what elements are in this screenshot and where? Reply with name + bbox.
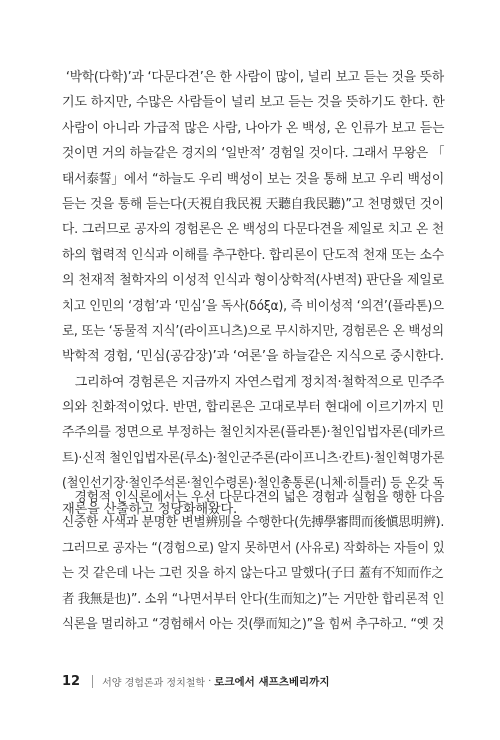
footer-dot: · (208, 676, 212, 687)
page-number: 12 (62, 674, 81, 689)
body-paragraph-bottom (62, 485, 444, 637)
text-line: 치고 인민의 ‘경험’과 ‘민심’을 독사(δόξα), 즉 비이성적 ‘의견’(플라톤)으 (62, 298, 444, 314)
text-line: 식론을 멀리하고 “경험해서 아는 것(學而知之)”을 힘써 추구하고. “옛 것 (62, 616, 445, 632)
text-line: 하의 협력적 인식과 이해를 추구한다. 합리론이 단도적 천재 또는 소수 (62, 247, 445, 263)
text-line: (철인선기장·철인주석론·철인수령론)·철인총통론(니체·히틀러) 등 온갖 독 (62, 476, 445, 492)
text-line: 다. 그러므로 공자의 경험론은 온 백성의 다문다견을 제일로 치고 온 천 (62, 222, 444, 238)
text-line: 는 것 같은데 나는 그런 짓을 하지 않는다고 말했다(子曰 蓋有不知而作之 (62, 566, 444, 582)
body-paragraphs-top (62, 65, 444, 522)
text-line: 신중한 사색과 분명한 변별辨別을 수행한다(先搏學審問而後愼思明辨). (62, 515, 445, 531)
text-line: 기도 하지만, 수많은 사람들이 널리 보고 듣는 것을 뜻하기도 한다. 한 (62, 95, 445, 111)
text-line: 그러므로 공자는 “(경험으로) 알지 못하면서 (사유로) 작화하는 자들이 있 (62, 540, 445, 556)
text-line: 로, 또는 ‘동물적 지식’(라이프니츠)으로 무시하지만, 경험론은 온 백성의 (62, 323, 444, 339)
text-line: 의 천재적 철학자의 이성적 인식과 형이상학적(사변적) 판단을 제일로 (62, 273, 444, 289)
text-line: 트)·신적 철인입법자론(루소)·철인군주론(라이프니츠·칸트)·철인혁명가론 (62, 450, 445, 466)
text-line: 의와 친화적이었다. 반면, 합리론은 고대로부터 현대에 이르기까지 민 (62, 400, 444, 416)
text-line: 것이면 거의 하늘같은 경지의 ‘일반적’ 경험일 것이다. 그래서 무왕은 「 (62, 146, 445, 162)
text-line: 者 我無是也)”. 소위 “나면서부터 안다(生而知之)”는 거만한 합리론적 인 (62, 591, 445, 607)
text-line: 재론을 산출하고 정당화해왔다. (62, 501, 237, 517)
text-line: 경험적 인식론에서는 우선 다문다견의 넓은 경험과 실험을 행한 다음 (74, 490, 445, 505)
text-line: 태서泰誓」에서 “하늘도 우리 백성이 보는 것을 통해 보고 우리 백성이 (62, 171, 444, 187)
text-line: ‘박학(다학)’과 ‘다문다견’은 한 사람이 많이, 널리 보고 듣는 것을 뜻하 (65, 70, 444, 85)
text-line: 주주의를 정면으로 부정하는 철인치자론(플라톤)·철인입법자론(데카르 (62, 425, 445, 441)
text-line: 사람이 아니라 가급적 많은 사람, 나아가 온 백성, 온 인류가 보고 듣는 (62, 120, 445, 136)
footer-divider (92, 675, 93, 688)
page-footer (62, 674, 329, 689)
book-title: 로크에서 섀프츠베리까지 (214, 676, 330, 688)
text-line: 듣는 것을 통해 듣는다(天視自我民視 天聽自我民聽)”고 천명했던 것이 (62, 196, 444, 212)
text-line: 그리하여 경험론은 지금까지 자연스럽게 정치적·철학적으로 민주주 (74, 374, 445, 390)
series-title: 서양 경험론과 정치철학 (102, 678, 206, 689)
text-line: 박학적 경험, ‘민심(공감장)’과 ‘여론’을 하늘같은 지식으로 중시한다. (62, 349, 444, 365)
